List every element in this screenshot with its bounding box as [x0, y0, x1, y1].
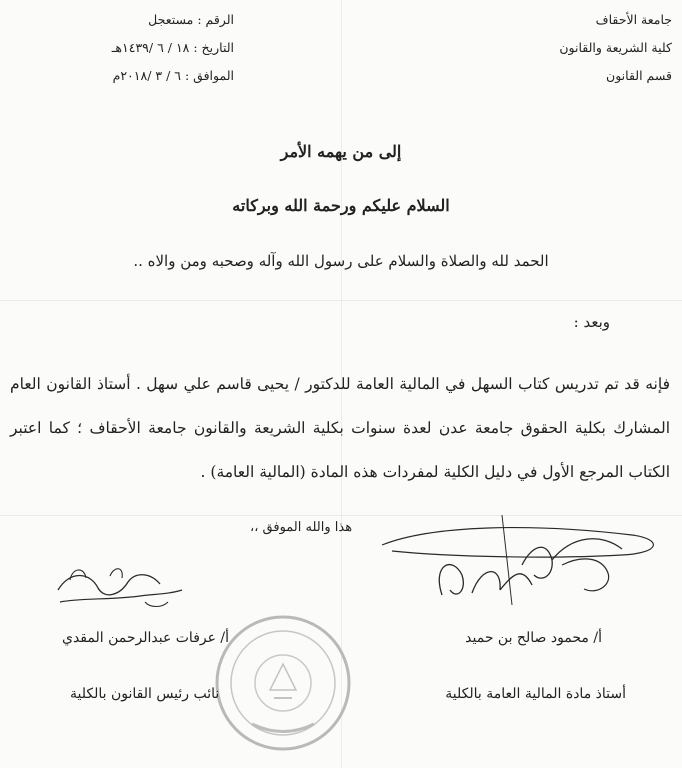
department-stamp	[212, 612, 354, 754]
university-name: جامعة الأحقاف	[595, 12, 672, 27]
reference-block	[14, 6, 234, 90]
signatory-left-title: نائب رئيس القانون بالكلية	[70, 686, 220, 702]
institution-header	[502, 6, 672, 90]
department-name: قسم القانون	[606, 68, 672, 83]
signatory-left-name: أ/ عرفات عبدالرحمن المقدي	[62, 630, 230, 646]
letter-body: فإنه قد تم تدريس كتاب السهل في المالية العامة للدكتور / يحيى قاسم علي سهل . أستاذ القانون العام المشارك بكلية الحقوق جامعة عدن لعدة سنوات بكلية الشريعة والقانون جامعة الأحقاف ؛ كما اعتبر الكتاب المرجع الأول في دليل الكلية لمفردات هذه المادة (المالية العامة) .	[10, 375, 670, 481]
closing-line: هذا والله الموفق ،،	[250, 520, 353, 535]
signatory-right-name: أ/ محمود صالح بن حميد	[465, 630, 602, 646]
signature-right	[372, 505, 672, 625]
praise-line: الحمد لله والصلاة والسلام على رسول الله وآله وصحبه ومن والاه ..	[133, 252, 549, 270]
signature-left	[50, 560, 190, 615]
date-gregorian: الموافق : ٦ / ٣ /٢٠١٨م	[112, 68, 234, 83]
reference-number: الرقم : مستعجل	[148, 12, 234, 27]
date-hijri: التاريخ : ١٨ / ٦ /١٤٣٩هـ	[111, 40, 234, 55]
faculty-name: كلية الشريعة والقانون	[559, 40, 672, 55]
addressee: إلى من يهمه الأمر	[280, 142, 402, 161]
greeting: السلام عليكم ورحمة الله وبركاته	[232, 196, 450, 215]
then-marker: وبعد :	[573, 313, 610, 331]
signatory-right-title: أستاذ مادة المالية العامة بالكلية	[445, 686, 626, 702]
